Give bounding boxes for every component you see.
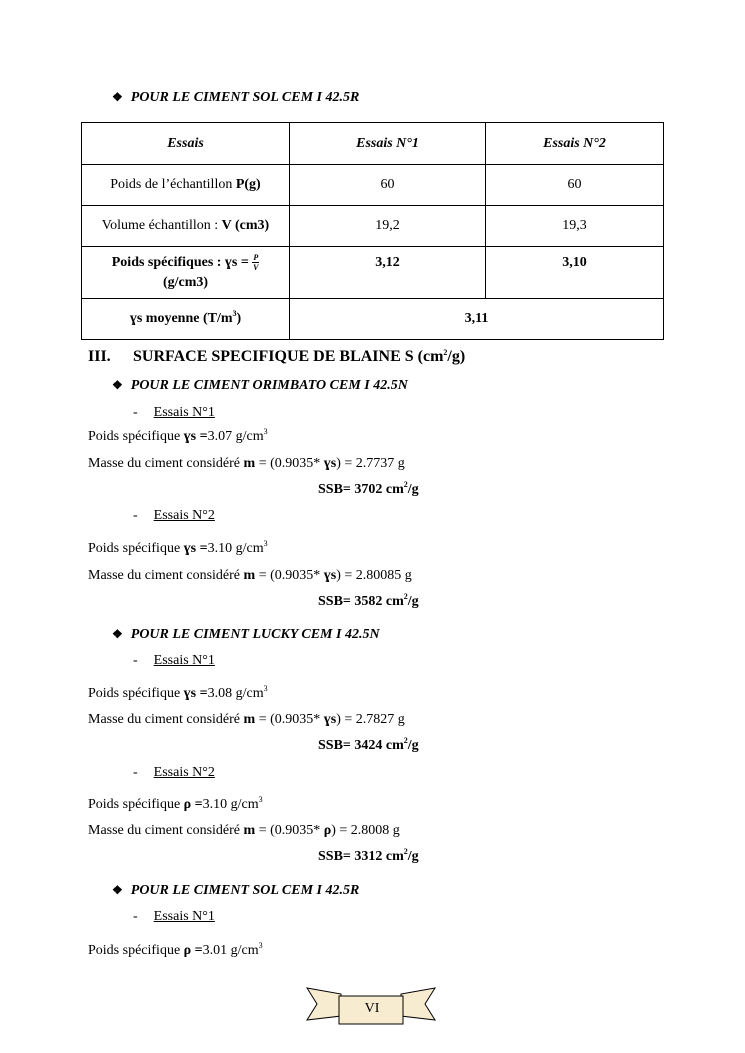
list-item: - Essais N°1 — [133, 653, 215, 668]
table-cell: 60 — [486, 165, 664, 206]
table-header-cell: Essais N°2 — [486, 123, 664, 165]
diamond-bullet-icon: ❖ — [112, 378, 123, 392]
ssb-result: SSB= 3424 $cm^2/g$ — [318, 736, 419, 753]
table-header-row — [82, 123, 664, 165]
table-row-label: Poids de l’échantillon P(g) — [82, 165, 290, 206]
list-item: - Essais N°1 — [133, 909, 215, 924]
ssb-result: SSB= 3312 $cm^2/g$ — [318, 847, 419, 864]
ssb-result: SSB= 3702 $cm^2/g$ — [318, 480, 419, 497]
page-number: VI — [364, 1001, 380, 1016]
table-row — [82, 165, 664, 206]
table-row — [82, 299, 664, 340]
table-row — [82, 247, 664, 299]
poids-line: Poids spécifique ρ =3.01 $g/cm^3$ — [88, 941, 263, 958]
list-item: - Essais N°2 — [133, 508, 215, 523]
poids-line: Poids spécifique ɣs =3.10 $g/cm^3$ — [88, 539, 268, 556]
results-table — [81, 122, 664, 340]
diamond-bullet-icon: ❖ — [112, 90, 123, 104]
poids-line: Poids spécifique ɣs =3.07 $g/cm^3$ — [88, 427, 268, 444]
table-row-label: Volume échantillon : V (cm3) — [82, 206, 290, 247]
table-cell: 60 — [290, 165, 486, 206]
table-cell: 3,12 — [290, 247, 486, 299]
ssb-result: SSB= 3582 $cm^2/g$ — [318, 592, 419, 609]
section-title-lucky: ❖ POUR LE CIMENT LUCKY CEM I 42.5N — [112, 627, 380, 642]
diamond-bullet-icon: ❖ — [112, 627, 123, 641]
poids-line: Poids spécifique ɣs =3.08 $g/cm^3$ — [88, 684, 268, 701]
fraction: $\frac{P}{V}$ — [253, 252, 259, 272]
table-row-label: ɣs moyenne $(T/m^3)$ — [82, 299, 290, 340]
section-title-sol: ❖ POUR LE CIMENT SOL CEM I 42.5R — [112, 883, 360, 898]
masse-line: Masse du ciment considéré m = (0.9035* ɣs) = 2.7737 g — [88, 456, 405, 471]
table-cell-average: 3,11 — [290, 299, 664, 340]
masse-line: Masse du ciment considéré m = (0.9035* ɣs) = 2.80085 g — [88, 568, 412, 583]
poids-line: Poids spécifique ρ =3.10 $g/cm^3$ — [88, 795, 263, 812]
table-cell: 19,3 — [486, 206, 664, 247]
list-item: - Essais N°1 — [133, 405, 215, 420]
masse-line: Masse du ciment considéré m = (0.9035* ρ) = 2.8008 g — [88, 823, 400, 838]
table-row — [82, 206, 664, 247]
list-item: - Essais N°2 — [133, 765, 215, 780]
table-header-cell: Essais N°1 — [290, 123, 486, 165]
table-header-cell: Essais — [82, 123, 290, 165]
section-heading: III. SURFACE SPECIFIQUE DE BLAINE S $(cm^2/g)$ — [88, 348, 466, 365]
diamond-bullet-icon: ❖ — [112, 883, 123, 897]
table-row-label: Poids spécifiques : ɣs = $\frac{P}{V}$ (g/cm3) — [82, 247, 290, 299]
section-title-orimbato: ❖ POUR LE CIMENT ORIMBATO CEM I 42.5N — [112, 378, 408, 393]
section-title-sol-top: ❖ POUR LE CIMENT SOL CEM I 42.5R — [112, 90, 360, 105]
masse-line: Masse du ciment considéré m = (0.9035* ɣs) = 2.7827 g — [88, 712, 405, 727]
table-cell: 3,10 — [486, 247, 664, 299]
table-cell: 19,2 — [290, 206, 486, 247]
